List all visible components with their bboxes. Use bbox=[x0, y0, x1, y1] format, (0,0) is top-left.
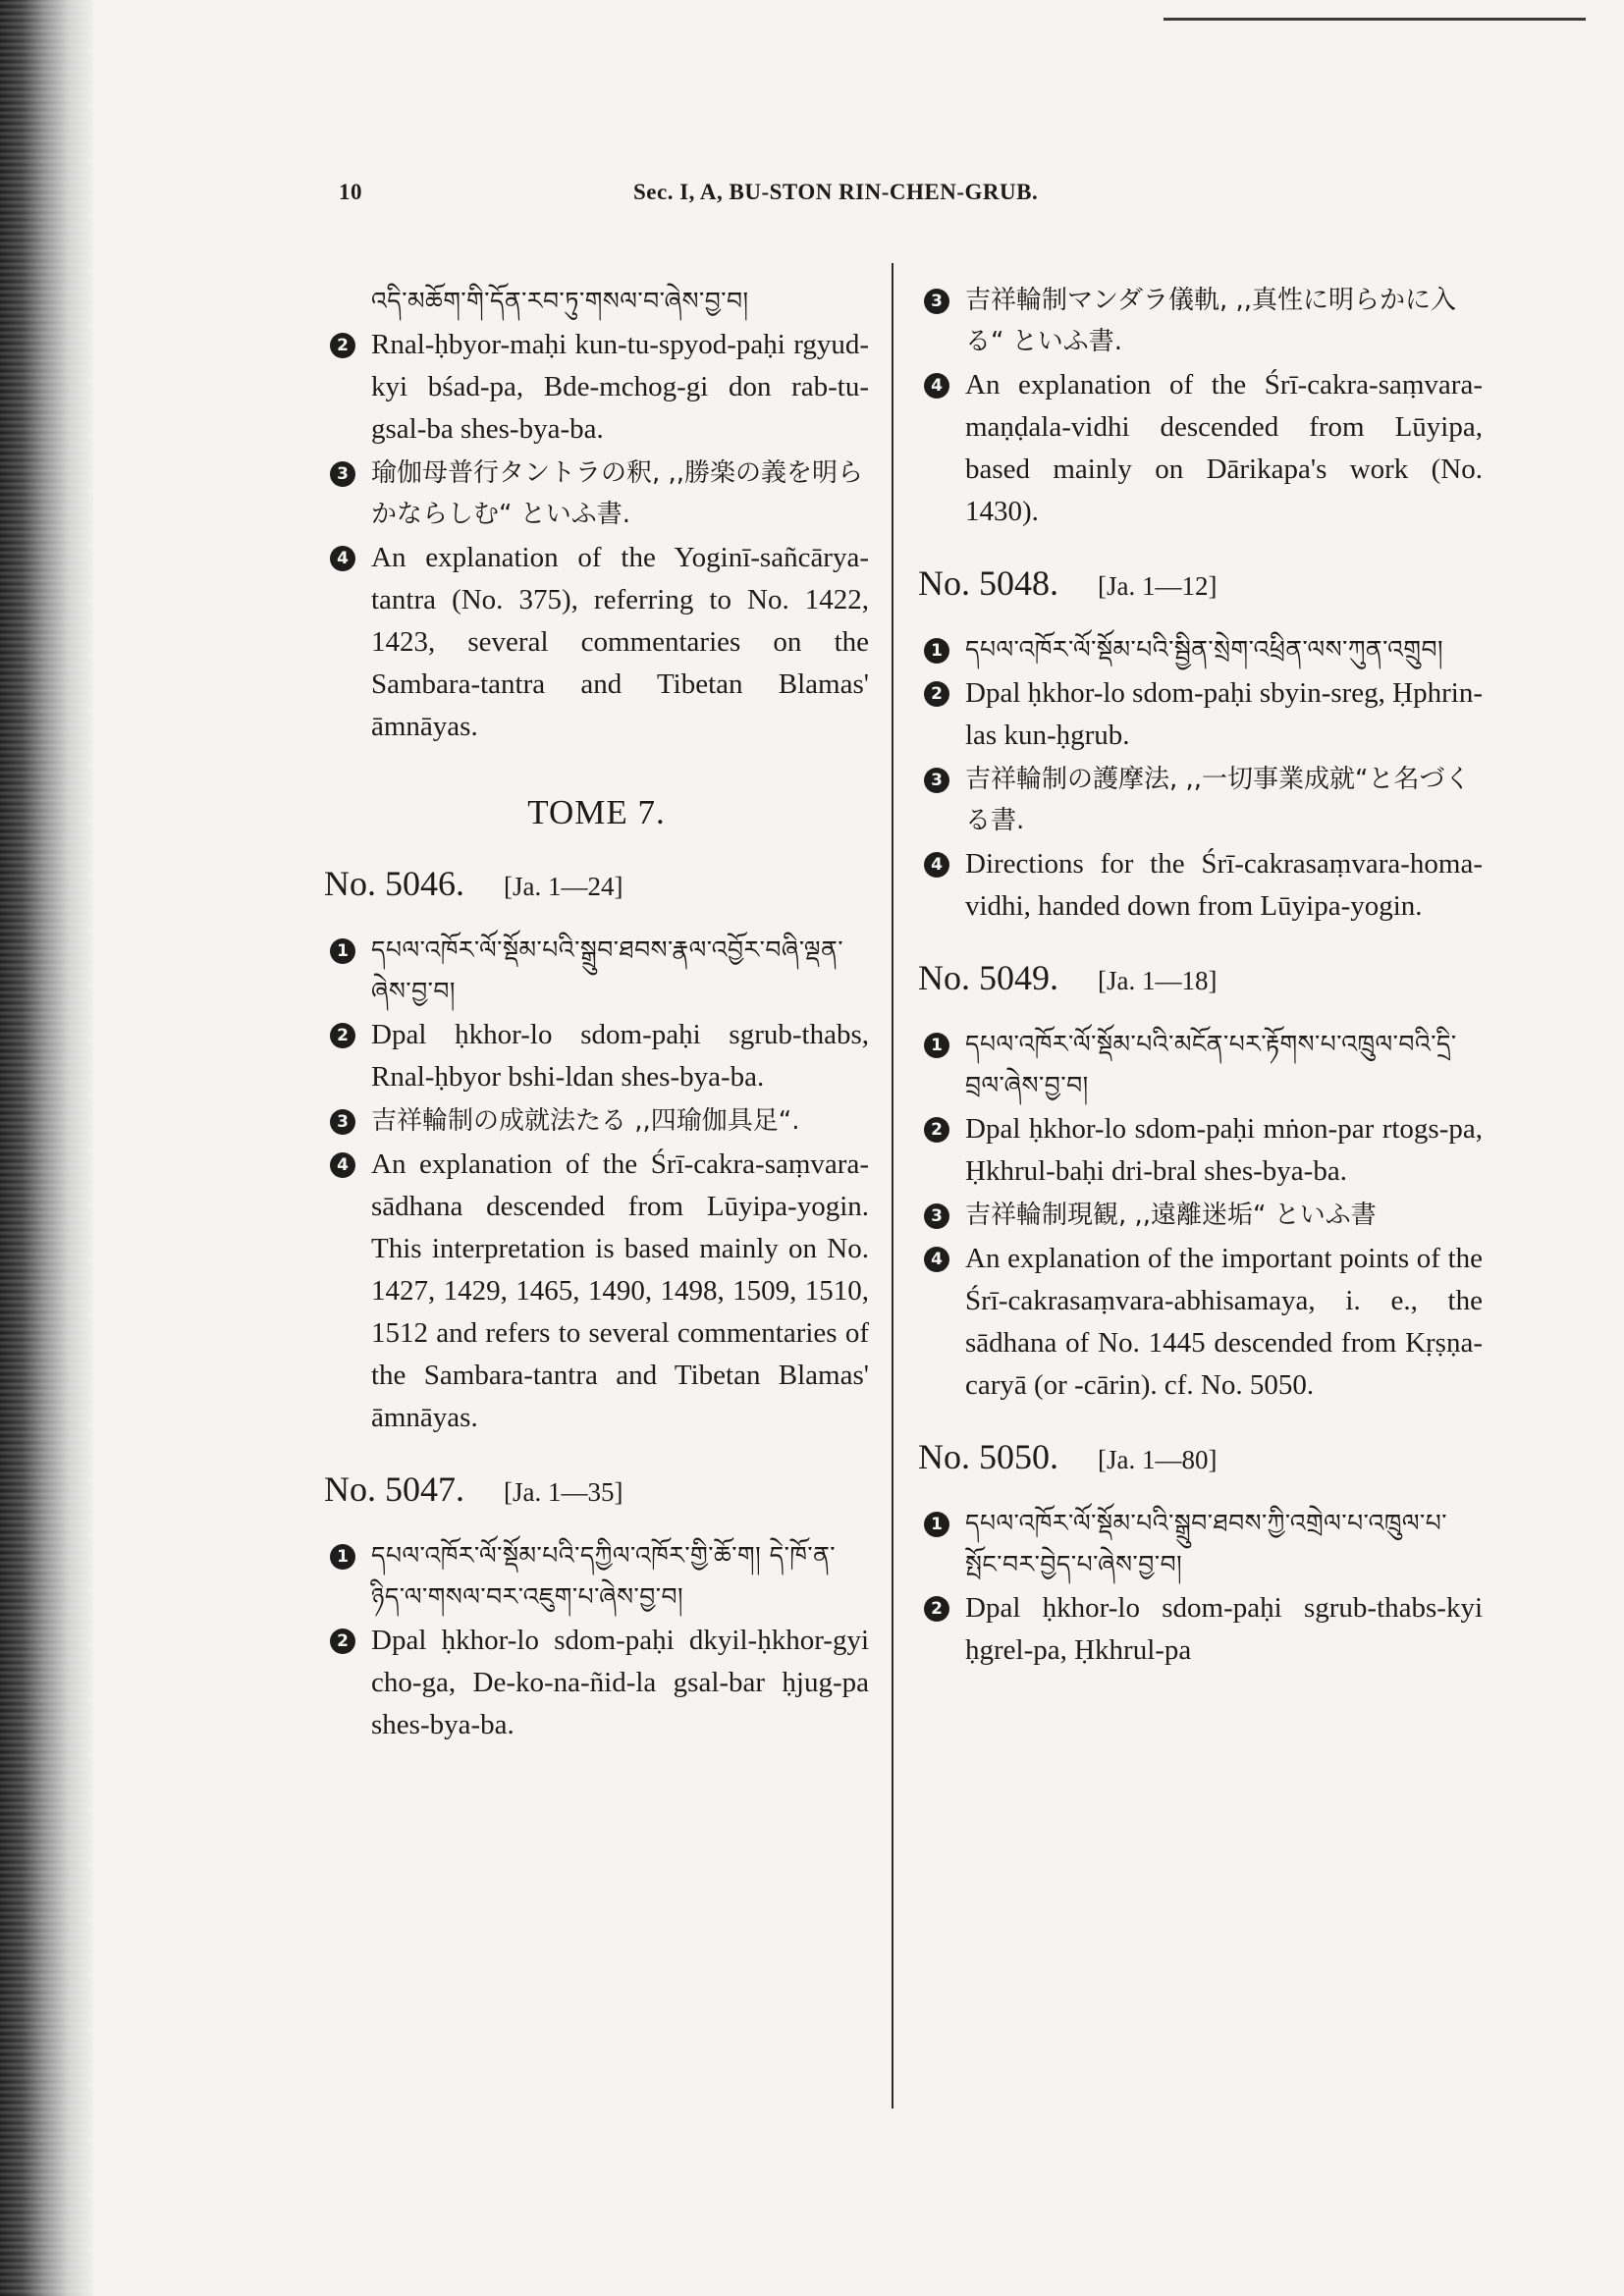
english-description: An explanation of the Śrī-cakra-saṃvara-sādhana descended from Lūyipa-yogin. This interpretation is based mainly on No. 1427, 1429, 1465, 1490, 1498, 1509, 1510, 1512 and refers to several commentaries of the Sambara-tantra and Tibetan Blamas' āmnāyas. bbox=[371, 1148, 869, 1433]
tibetan-text: འདི་མཆོག་གི་དོན་རབ་ཏུ་གསལ་བ་ཞེས་བྱ་བ། bbox=[371, 287, 749, 315]
tibetan-title: དཔལ་འཁོར་ལོ་སྡོམ་པའི་དཀྱིལ་འཁོར་གྱི་ཆོ་ག། དེ་ཁོ་ན་ཉིད་ལ་གསལ་བར་འཇུག་པ་ཞེས་བྱ་བ། bbox=[371, 1541, 837, 1611]
entry-item bbox=[324, 324, 869, 451]
number-marker-4: 4 bbox=[330, 546, 355, 571]
japanese-title: 吉祥輪制の護摩法, ,,一切事業成就“と名づくる書. bbox=[965, 765, 1471, 835]
entry-item bbox=[324, 930, 869, 1012]
entry-item bbox=[324, 1144, 869, 1439]
tibetan-title: དཔལ་འཁོར་ལོ་སྡོམ་པའི་སྦྱིན་སྲེག་འཕྲིན་ལས་ཀུན་འགྲུབ། bbox=[965, 635, 1444, 664]
number-marker-1: 1 bbox=[924, 638, 949, 664]
tome-heading: TOME 7. bbox=[527, 793, 666, 831]
entry-reference: [Ja. 1—35] bbox=[504, 1477, 623, 1507]
number-marker-2: 2 bbox=[330, 1629, 355, 1654]
number-marker-2: 2 bbox=[924, 681, 949, 707]
number-marker-3: 3 bbox=[924, 289, 949, 314]
entry-item bbox=[918, 1587, 1483, 1672]
transliterated-title: Dpal ḥkhor-lo sdom-paḥi sgrub-thabs-kyi ḥgrel-pa, Ḥkhrul-pa bbox=[965, 1592, 1483, 1666]
entry-reference: [Ja. 1—24] bbox=[504, 872, 623, 901]
entry-heading-5046 bbox=[324, 863, 869, 908]
number-marker-3: 3 bbox=[924, 1203, 949, 1229]
english-description: Directions for the Śrī-cakrasaṃvara-homa-vidhi, handed down from Lūyipa-yogin. bbox=[965, 848, 1483, 922]
continued-tibetan-line bbox=[324, 280, 869, 322]
japanese-title: 吉祥輪制マンダラ儀軌, ,,真性に明らかに入る“ といふ書. bbox=[965, 286, 1457, 356]
entry-number: No. 5049. bbox=[918, 958, 1058, 997]
top-rule bbox=[1164, 18, 1586, 21]
number-marker-3: 3 bbox=[330, 1109, 355, 1135]
number-marker-2: 2 bbox=[330, 333, 355, 358]
english-description: An explanation of the Śrī-cakra-saṃvara-maṇḍala-vidhi descended from Lūyipa, based mainly on Dārikapa's work (No. 1430). bbox=[965, 369, 1483, 527]
transliterated-title: Dpal ḥkhor-lo sdom-paḥi sbyin-sreg, Ḥphrin-las kun-ḥgrub. bbox=[965, 677, 1483, 751]
entry-item bbox=[324, 453, 869, 535]
left-column bbox=[324, 280, 869, 1748]
entry-number: No. 5047. bbox=[324, 1469, 464, 1509]
entry-item bbox=[918, 672, 1483, 757]
number-marker-1: 1 bbox=[924, 1033, 949, 1058]
number-marker-1: 1 bbox=[330, 938, 355, 964]
tibetan-title: དཔལ་འཁོར་ལོ་སྡོམ་པའི་སྒྲུབ་ཐབས་རྣལ་འབྱོར་བཞི་ལྡན་ཞེས་བྱ་བ། bbox=[371, 935, 844, 1005]
entry-item bbox=[918, 364, 1483, 533]
book-binding-edge bbox=[0, 0, 93, 2296]
tibetan-title: དཔལ་འཁོར་ལོ་སྡོམ་པའི་སྒྲུབ་ཐབས་ཀྱི་འགྲེལ་པ་འཁྲུལ་པ་སྤོང་བར་བྱེད་པ་ཞེས་བྱ་བ། bbox=[965, 1509, 1448, 1578]
entry-item bbox=[918, 759, 1483, 841]
number-marker-4: 4 bbox=[924, 852, 949, 878]
english-description: An explanation of the Yoginī-sañcārya-tantra (No. 375), referring to No. 1422, 1423, several commentaries on the Sambara-tantra and Tibetan Blamas' āmnāyas. bbox=[371, 542, 869, 742]
number-marker-2: 2 bbox=[924, 1596, 949, 1622]
column-divider bbox=[892, 263, 893, 2109]
entry-item bbox=[918, 1503, 1483, 1585]
transliterated-title: Rnal-ḥbyor-maḥi kun-tu-spyod-paḥi rgyud-kyi bśad-pa, Bde-mchog-gi don rab-tu-gsal-ba shes-bya-ba. bbox=[371, 329, 869, 445]
transliterated-title: Dpal ḥkhor-lo sdom-paḥi mṅon-par rtogs-pa, Ḥkhrul-baḥi dri-bral shes-bya-ba. bbox=[965, 1113, 1483, 1187]
entry-number: No. 5048. bbox=[918, 563, 1058, 603]
tibetan-title: དཔལ་འཁོར་ལོ་སྡོམ་པའི་མངོན་པར་རྟོགས་པ་འཁྲུལ་བའི་དྲི་བྲལ་ཞེས་བྱ་བ། bbox=[965, 1030, 1457, 1099]
entry-item bbox=[918, 1195, 1483, 1236]
entry-item bbox=[324, 1535, 869, 1618]
number-marker-3: 3 bbox=[924, 768, 949, 793]
entry-number: No. 5050. bbox=[918, 1437, 1058, 1476]
entry-reference: [Ja. 1—80] bbox=[1098, 1445, 1218, 1474]
entry-heading-5047 bbox=[324, 1468, 869, 1514]
entry-heading-5048 bbox=[918, 562, 1483, 608]
number-marker-2: 2 bbox=[924, 1117, 949, 1143]
number-marker-4: 4 bbox=[924, 1247, 949, 1272]
entry-item bbox=[918, 843, 1483, 928]
entry-item bbox=[918, 1238, 1483, 1407]
entry-item bbox=[918, 629, 1483, 670]
page-number: 10 bbox=[339, 180, 362, 204]
japanese-title: 瑜伽母普行タントラの釈, ,,勝楽の義を明らかならしむ“ といふ書. bbox=[371, 458, 864, 529]
transliterated-title: Dpal ḥkhor-lo sdom-paḥi dkyil-ḥkhor-gyi cho-ga, De-ko-na-ñid-la gsal-bar ḥjug-pa shes-bya-ba. bbox=[371, 1625, 869, 1740]
entry-item bbox=[918, 1024, 1483, 1106]
entry-item bbox=[324, 537, 869, 748]
transliterated-title: Dpal ḥkhor-lo sdom-paḥi sgrub-thabs, Rnal-ḥbyor bshi-ldan shes-bya-ba. bbox=[371, 1019, 869, 1093]
entry-item bbox=[324, 1014, 869, 1098]
number-marker-1: 1 bbox=[924, 1512, 949, 1537]
entry-reference: [Ja. 1—18] bbox=[1098, 966, 1218, 995]
japanese-title: 吉祥輪制の成就法たる ,,四瑜伽具足“. bbox=[371, 1106, 800, 1136]
right-column bbox=[918, 280, 1483, 1674]
entry-item bbox=[324, 1100, 869, 1142]
entry-heading-5050 bbox=[918, 1436, 1483, 1481]
number-marker-3: 3 bbox=[330, 461, 355, 487]
number-marker-2: 2 bbox=[330, 1023, 355, 1048]
entry-item bbox=[324, 1620, 869, 1746]
entry-item bbox=[918, 1108, 1483, 1193]
japanese-title: 吉祥輪制現観, ,,遠離迷垢“ といふ書 bbox=[965, 1201, 1377, 1230]
running-head bbox=[339, 180, 1222, 219]
english-description: An explanation of the important points of the Śrī-cakrasaṃvara-abhisamaya, i. e., the sādhana of No. 1445 descended from Kṛṣṇa-caryā (or -cārin). cf. No. 5050. bbox=[965, 1243, 1483, 1401]
number-marker-1: 1 bbox=[330, 1544, 355, 1570]
number-marker-4: 4 bbox=[330, 1152, 355, 1178]
entry-reference: [Ja. 1—12] bbox=[1098, 571, 1218, 601]
entry-heading-5049 bbox=[918, 957, 1483, 1002]
entry-number: No. 5046. bbox=[324, 864, 464, 903]
number-marker-4: 4 bbox=[924, 373, 949, 399]
entry-item bbox=[918, 280, 1483, 362]
section-title: Sec. I, A, BU-STON RIN-CHEN-GRUB. bbox=[633, 180, 1039, 204]
